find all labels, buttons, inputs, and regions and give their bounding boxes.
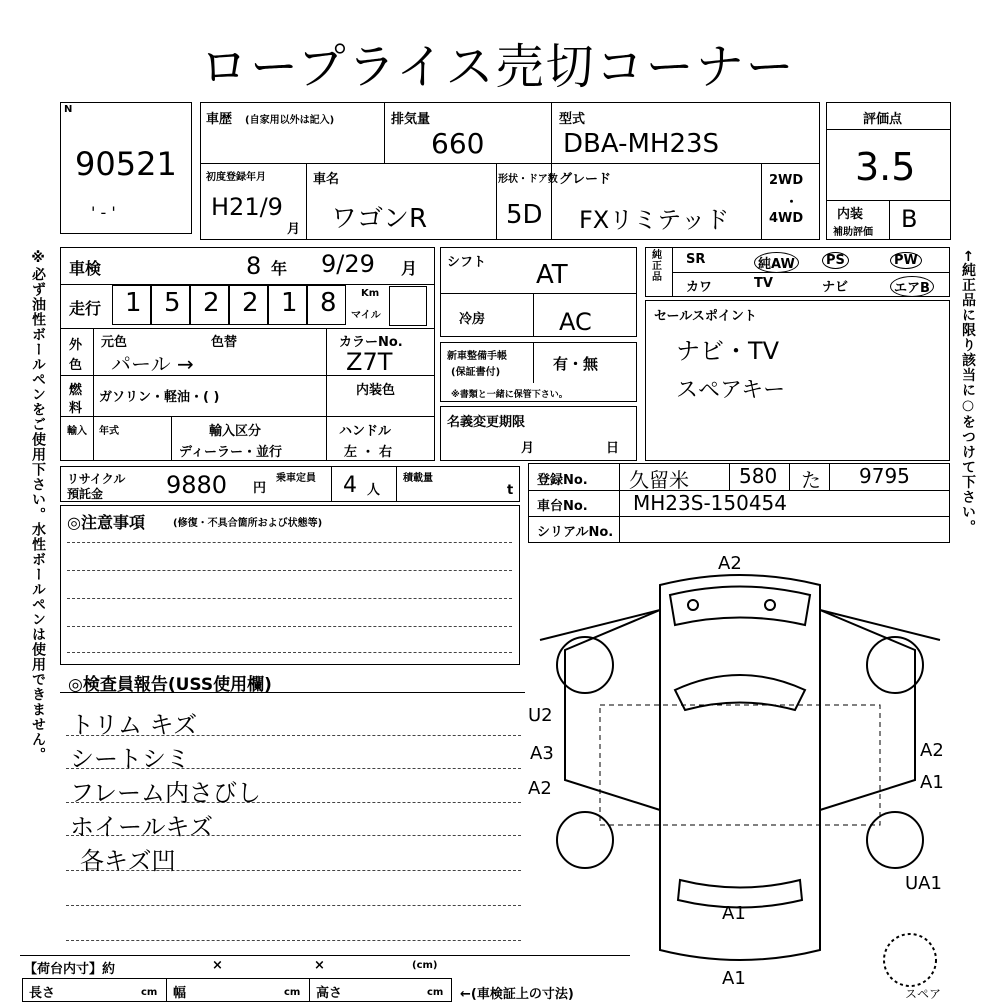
mileage-digit: 1 (125, 288, 142, 318)
cargo-dims-box (22, 978, 452, 1002)
handle-value: 左 ・ 右 (344, 445, 393, 460)
cargo-label: 【荷台内寸】約 (24, 962, 116, 977)
grade-label: グレード (559, 172, 612, 187)
mileage-digit: 1 (281, 288, 298, 318)
spare-tire (884, 934, 936, 986)
manual-note: ※書類と一緒に保管下さい。 (451, 390, 568, 400)
fuel-label2: 料 (69, 401, 83, 416)
registration-class: 580 (739, 464, 778, 488)
damage-code-top: A2 (718, 553, 742, 574)
interior-score-box (826, 200, 951, 240)
interior-score-label2: 補助評価 (833, 227, 873, 238)
cargo-cm3: cm (427, 987, 444, 998)
lot-label: N (64, 104, 73, 115)
lot-number: 90521 (75, 145, 177, 183)
genuine-item: TV (754, 276, 773, 291)
load-label: 積載量 (403, 473, 433, 484)
genuine-item: PS (822, 252, 849, 269)
right-note: ←純正品に限り該当に○をつけて下さい。 (960, 250, 976, 535)
genuine-item: PW (890, 252, 922, 269)
exterior-label2: 色 (69, 358, 83, 373)
sales-point-box (645, 300, 950, 461)
color-no-value: Z7T (346, 348, 393, 376)
mileage-digit-cell (112, 285, 151, 325)
exterior-label1: 外 (69, 338, 83, 353)
import-label: 輸入 (67, 426, 87, 437)
genuine-label: 純正品 (652, 250, 662, 283)
notes-label: ◎注意事項 (67, 513, 145, 532)
load-unit: t (507, 483, 514, 498)
spec-grid (60, 247, 435, 461)
cargo-length: 長さ (29, 986, 56, 1001)
fuel-label1: 燃 (69, 383, 83, 398)
shift-label: シフト (447, 255, 487, 270)
mileage-digit: 2 (203, 288, 220, 318)
shift-aircon-box (440, 247, 637, 337)
inspection-label: 車検 (69, 259, 102, 278)
model-value: DBA-MH23S (563, 129, 720, 159)
capacity-label: 乗車定員 (276, 473, 316, 484)
genuine-item: ナビ (822, 280, 849, 295)
history-label: 車歴 (206, 112, 233, 127)
damage-code-left3: A2 (528, 778, 552, 799)
history-note: (自家用以外は記入) (245, 115, 335, 126)
registration-area: 久留米 (629, 468, 689, 492)
capacity-unit: 人 (367, 483, 381, 498)
handle-label: ハンドル (339, 424, 392, 439)
mileage-digit-cell (151, 285, 190, 325)
cargo-cm1: cm (141, 987, 158, 998)
damage-code-left1: U2 (528, 705, 553, 726)
recycle-unit: 円 (253, 481, 267, 496)
chassis-value: MH23S-150454 (633, 491, 788, 515)
first-reg-label: 初度登録年月 (206, 172, 266, 183)
color-no-label: カラーNo. (339, 335, 403, 350)
registration-label: 登録No. (537, 473, 588, 488)
cargo-x1: × (212, 958, 223, 973)
drive-dot: ・ (785, 195, 799, 210)
chassis-label: 車台No. (537, 499, 588, 514)
mileage-digit: 5 (164, 288, 181, 318)
mileage-unit-mile: マイル (351, 310, 381, 321)
exterior-orig: 元色 (101, 335, 128, 350)
mileage-extra-box (389, 286, 427, 326)
recycle-label2: 預託金 (67, 487, 104, 501)
drive-4wd: 4WD (769, 211, 804, 226)
inspection-month-unit: 月 (401, 259, 418, 278)
mileage-digit-cell (307, 285, 346, 325)
mileage-digit-cell (190, 285, 229, 325)
name-change-day: 日 (606, 441, 620, 456)
lot-marks: ' - ' (91, 203, 116, 222)
damage-code-right1: A2 (920, 740, 944, 761)
manual-box (440, 342, 637, 402)
score-value: 3.5 (855, 145, 916, 189)
left-door-front (565, 610, 660, 810)
car-damage-diagram (530, 550, 950, 990)
cargo-width: 幅 (173, 986, 187, 1001)
inspector-line: ホイールキズ (70, 813, 214, 841)
recycle-row (60, 466, 520, 502)
genuine-item: エアB (890, 276, 934, 297)
first-reg-unit: 月 (287, 222, 301, 237)
mileage-label: 走行 (69, 299, 102, 318)
notes-sub: (修復・不具合箇所および状態等) (173, 518, 323, 529)
damage-code-right3: UA1 (905, 873, 942, 894)
mileage-digit: 2 (242, 288, 259, 318)
import-year: 年式 (99, 426, 119, 437)
displacement-label: 排気量 (391, 112, 431, 127)
exterior-color: パール → (111, 352, 194, 376)
lot-box (60, 102, 192, 234)
sales-point-line1: ナビ・TV (676, 337, 780, 365)
drive-2wd: 2WD (769, 173, 804, 188)
inspector-line: フレーム内さびし (70, 779, 262, 807)
damage-code-bottom2: A1 (722, 968, 746, 989)
recycle-label1: リサイクル (67, 472, 126, 486)
inspection-year-unit: 年 (271, 259, 288, 278)
page-title: ロープライス売切コーナー (200, 39, 796, 95)
genuine-item: SR (686, 252, 706, 267)
genuine-parts-box (645, 247, 950, 297)
cargo-cm2: cm (284, 987, 301, 998)
shift-value: AT (536, 260, 568, 290)
mileage-digit: 8 (320, 288, 337, 318)
model-label: 型式 (559, 112, 586, 127)
headlight-left (688, 600, 698, 610)
fuel-options: ガソリン・軽油・( ) (99, 390, 220, 405)
score-label: 評価点 (863, 112, 903, 127)
import-category-label: 輸入区分 (209, 424, 262, 439)
registration-number: 9795 (859, 464, 910, 488)
inspector-line: トリム キズ (70, 711, 198, 739)
damage-code-bottom1: A1 (722, 903, 746, 924)
car-name-label: 車名 (313, 172, 340, 187)
inspection-date: 9/29 (321, 250, 375, 278)
doors-value: 5D (506, 200, 543, 230)
damage-code-left2: A3 (530, 743, 554, 764)
vehicle-info-grid (200, 102, 820, 240)
name-change-month: 月 (521, 441, 535, 456)
first-reg-value: H21/9 (211, 193, 283, 221)
name-change-box (440, 406, 637, 461)
damage-code-spare: スペア (905, 987, 942, 1001)
grade-value: FXリミテッド (579, 206, 730, 234)
aircon-value: AC (559, 308, 592, 336)
left-note: ※必ず油性ボールペンをご使用下さい。水性ボールペンは使用できません。 (30, 250, 46, 762)
mileage-digit-cell (229, 285, 268, 325)
sales-point-label: セールスポイント (654, 309, 757, 324)
aircon-label: 冷房 (459, 312, 486, 327)
name-change-label: 名義変更期限 (447, 415, 526, 430)
interior-score-value: B (901, 205, 918, 233)
import-category: ディーラー・並行 (179, 445, 282, 460)
doors-label: 形状・ドア数 (498, 174, 558, 185)
car-name-value: ワゴンR (331, 204, 428, 234)
sales-point-line2: スペアキー (676, 378, 786, 403)
registration-block (528, 463, 950, 543)
cargo-note: ←(車検証上の寸法) (460, 987, 574, 1002)
cargo-unit: (cm) (412, 960, 438, 971)
wheel-rear-left (557, 812, 613, 868)
inspector-line: 各キズ凹 (80, 847, 176, 875)
capacity-value: 4 (343, 473, 357, 498)
registration-kana: た (801, 468, 821, 492)
right-door-front (820, 610, 915, 810)
cargo-x2: × (314, 958, 325, 973)
manual-label1: 新車整備手帳 (447, 351, 507, 362)
recycle-value: 9880 (166, 471, 228, 499)
roof-dashed (600, 705, 880, 825)
cargo-height: 高さ (316, 986, 343, 1001)
inspector-line: シートシミ (70, 745, 190, 773)
car-hood-front (670, 587, 810, 626)
inspection-year: 8 (246, 252, 262, 280)
displacement-value: 660 (431, 127, 485, 160)
headlight-right (765, 600, 775, 610)
notes-box (60, 505, 520, 665)
damage-code-right2: A1 (920, 772, 944, 793)
mileage-digit-cell (268, 285, 307, 325)
manual-value: 有・無 (553, 355, 599, 373)
wheel-rear-right (867, 812, 923, 868)
exterior-repaint: 色替 (211, 335, 238, 350)
manual-label2: (保証書付) (451, 367, 501, 378)
genuine-item: 純AW (754, 252, 799, 273)
genuine-item: カワ (686, 280, 713, 295)
mileage-unit-km: Km (361, 288, 380, 299)
interior-color-label: 内装色 (356, 383, 396, 398)
inspector-label: ◎検査員報告(USS使用欄) (68, 675, 272, 695)
serial-label: シリアルNo. (537, 525, 614, 540)
interior-score-label1: 内装 (837, 207, 864, 222)
